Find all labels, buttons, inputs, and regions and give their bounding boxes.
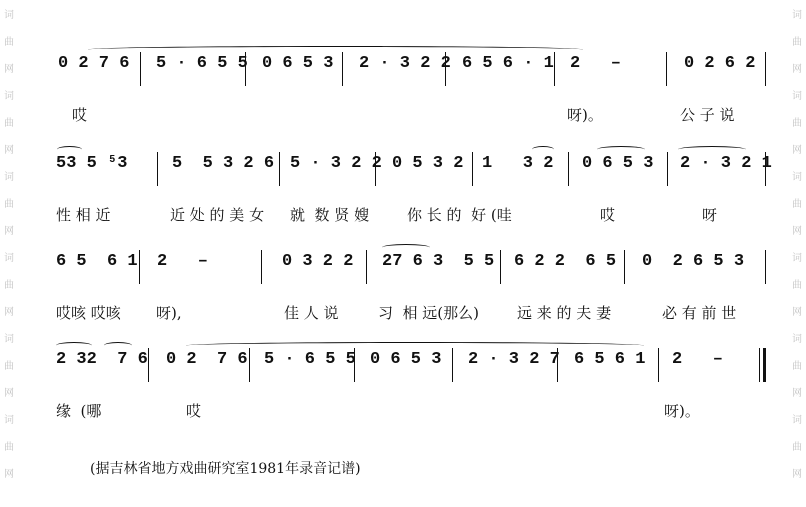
measure-notes: 5 · 6 5 5 [156,54,248,73]
slur [532,146,554,153]
barline [500,250,501,284]
barline [667,152,668,186]
barline [139,250,140,284]
lyric: 佳 人 说 [284,304,339,322]
score-row-3 [52,244,772,334]
slur [88,46,583,53]
slur [678,146,746,153]
watermark-char: 词 [792,253,802,264]
watermark-char: 网 [792,64,802,75]
watermark-char: 网 [792,388,802,399]
watermark-char: 网 [4,145,14,156]
lyric: 你 长 的 好 (哇 [407,206,512,224]
measure-notes: 2 32 7 6 [56,350,148,369]
watermark-char: 词 [4,334,14,345]
barline [472,152,473,186]
measure-notes: 6 5 6 1 [574,350,646,369]
score-row-2 [52,146,772,236]
measure-notes: 2 – [157,252,209,271]
barline [759,348,760,382]
barline [452,348,453,382]
watermark-char: 网 [792,145,802,156]
slur [57,146,82,153]
measure-notes: 1 3 2 [482,154,554,173]
watermark-char: 词 [4,172,14,183]
measure-notes: 0 6 5 3 [262,54,334,73]
measure-notes: 0 5 3 2 [392,154,464,173]
watermark-char: 网 [792,469,802,480]
watermark-char: 曲 [792,37,802,48]
measure-notes: 5 · 6 5 5 [264,350,356,369]
watermark-char: 曲 [4,361,14,372]
barline [342,52,343,86]
measure-notes: 2 · 3 2 1 [680,154,772,173]
barline [366,250,367,284]
barline [765,52,766,86]
watermark-char: 词 [792,10,802,21]
watermark-char: 曲 [4,37,14,48]
watermark-char: 词 [4,10,14,21]
barline [157,152,158,186]
measure-notes: 0 6 5 3 [370,350,442,369]
lyric: 哎 [72,106,88,124]
watermark-char: 曲 [4,199,14,210]
lyric: 哎 [186,402,202,420]
measure-notes: 2 – [672,350,724,369]
watermark-char: 曲 [4,280,14,291]
measure-notes: 0 2 7 6 [166,350,248,369]
lyric: 呀 [702,206,718,224]
measure-notes: 0 6 5 3 [582,154,654,173]
lyric: 呀)。 [664,402,700,420]
score-row-4 [52,342,772,432]
lyric: 缘 (哪 [56,402,102,420]
measure-notes: 2 · 3 2 7 [468,350,560,369]
barline [568,152,569,186]
measure-notes: 27 6 3 5 5 [382,252,495,271]
measure-notes: 6 2 2 6 5 [514,252,617,271]
lyric: 哎咳 哎咳 [56,304,121,322]
slur [186,342,644,349]
lyric: 远 来 的 夫 妻 [517,304,612,322]
measure-notes: 2 · 3 2 2 [359,54,451,73]
lyric: 哎 [600,206,616,224]
barline [554,52,555,86]
watermark-char: 词 [792,172,802,183]
watermark-char: 词 [4,253,14,264]
watermark-char: 网 [4,469,14,480]
measure-notes: 0 2 6 5 3 [642,252,745,271]
watermark-char: 曲 [792,280,802,291]
barline [658,348,659,382]
watermark-char: 曲 [792,361,802,372]
watermark-char: 曲 [4,442,14,453]
lyric: 就 数 贤 嫂 [290,206,370,224]
measure-notes: 6 5 6 1 [56,252,138,271]
watermark-char: 曲 [4,118,14,129]
score-row-1 [52,46,772,136]
measure-notes: 2 – [570,54,622,73]
watermark-char: 词 [792,415,802,426]
slur [56,342,92,349]
lyric: 性 相 近 [56,206,111,224]
barline [624,250,625,284]
watermark-char: 曲 [792,199,802,210]
watermark-char: 网 [792,307,802,318]
watermark-char: 词 [792,334,802,345]
measure-notes: 5 5 3 2 6 [172,154,275,173]
slur [382,244,430,251]
barline [666,52,667,86]
measure-notes: 6 5 6 · 1 [462,54,554,73]
watermark-char: 词 [792,91,802,102]
lyric: 公 子 说 [680,106,735,124]
watermark-char: 网 [4,307,14,318]
lyric: 呀)。 [567,106,603,124]
watermark-char: 网 [4,226,14,237]
barline [249,348,250,382]
lyric: 习 相 远(那么) [378,304,480,322]
measure-notes: 0 3 2 2 [282,252,354,271]
watermark-char: 词 [4,415,14,426]
watermark-char: 网 [4,64,14,75]
source-note: (据吉林省地方戏曲研究室1981年录音记谱) [90,461,361,477]
slur [597,146,645,153]
final-barline [763,348,766,382]
lyric: 必 有 前 世 [662,304,737,322]
watermark-char: 网 [4,388,14,399]
watermark-char: 词 [4,91,14,102]
watermark-char: 曲 [792,118,802,129]
measure-notes: 53 5 ⁵3 [56,154,128,173]
watermark-char: 网 [792,226,802,237]
lyric: 呀), [156,304,182,322]
barline [261,250,262,284]
barline [148,348,149,382]
barline [279,152,280,186]
barline [765,250,766,284]
barline [140,52,141,86]
watermark-char: 曲 [792,442,802,453]
slur [104,342,132,349]
measure-notes: 5 · 3 2 2 [290,154,382,173]
measure-notes: 0 2 7 6 [58,54,130,73]
measure-notes: 0 2 6 2 [684,54,756,73]
lyric: 近 处 的 美 女 [170,206,265,224]
